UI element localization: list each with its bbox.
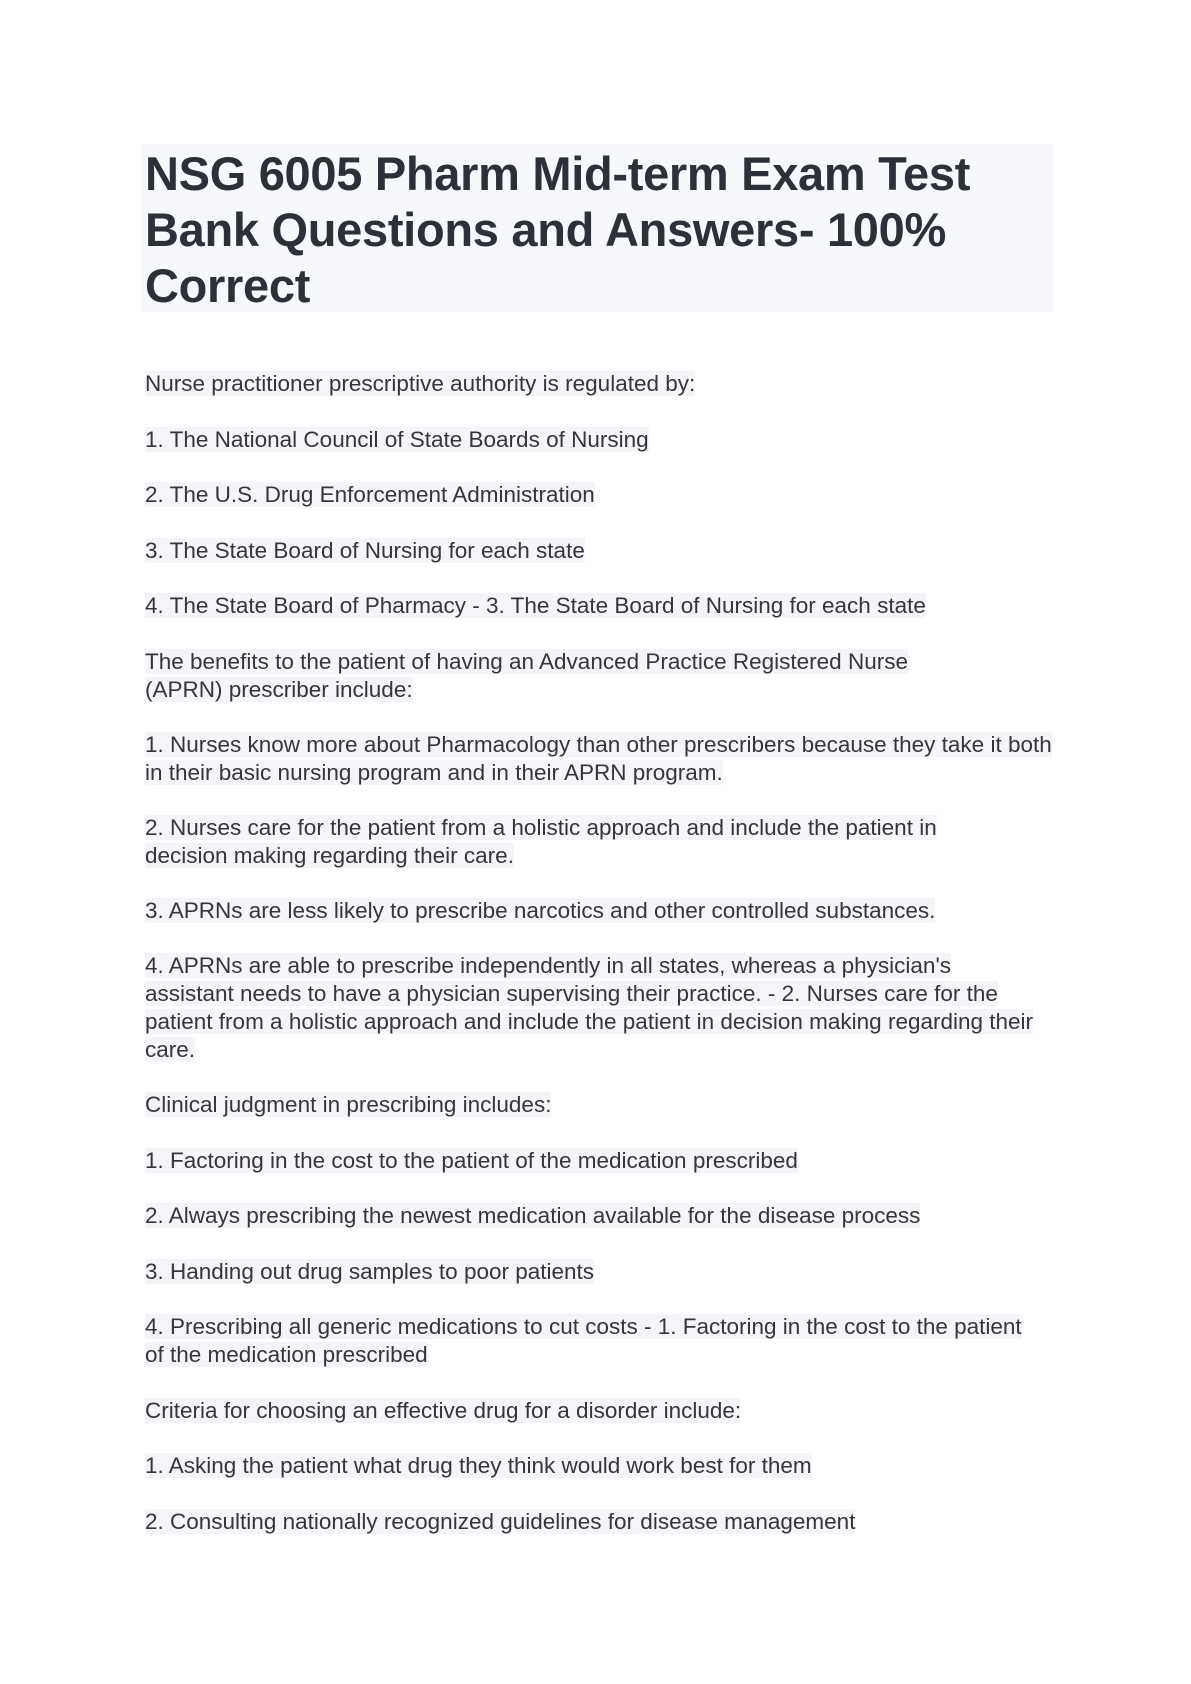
question-4-option-1: 1. Asking the patient what drug they think would work best for them (145, 1453, 812, 1478)
question-2-option-2: 2. Nurses care for the patient from a holistic approach and include the patient in decision making regarding their care. (145, 815, 937, 868)
question-1-option-3: 3. The State Board of Nursing for each state (145, 538, 585, 563)
question-1-option-1: 1. The National Council of State Boards of Nursing (145, 427, 649, 452)
question-2-option-4-answer: 4. APRNs are able to prescribe independently in all states, whereas a physician's assistant needs to have a physician supervising their practice. - 2. Nurses care for the patient from a holistic approach and include the patient in decision making regarding their care. (145, 953, 1034, 1062)
question-3-option-1: 1. Factoring in the cost to the patient of the medication prescribed (145, 1148, 798, 1173)
page-title: NSG 6005 Pharm Mid-term Exam Test Bank Questions and Answers- 100% Correct (145, 147, 971, 312)
question-3-option-2: 2. Always prescribing the newest medication available for the disease process (145, 1203, 921, 1228)
question-2-option-1: 1. Nurses know more about Pharmacology than other prescribers because they take it both in their basic nursing program and in their APRN program. (145, 732, 1052, 785)
question-1-stem: Nurse practitioner prescriptive authority is regulated by: (145, 371, 696, 396)
question-1-option-4-answer: 4. The State Board of Pharmacy - 3. The State Board of Nursing for each state (145, 593, 926, 618)
question-3-option-4-answer: 4. Prescribing all generic medications to cut costs - 1. Factoring in the cost to the patient of the medication prescribed (145, 1314, 1022, 1367)
question-4-option-2: 2. Consulting nationally recognized guidelines for disease management (145, 1509, 856, 1534)
question-2-stem: The benefits to the patient of having an Advanced Practice Registered Nurse (APRN) prescriber include: (145, 649, 908, 702)
question-1-option-2: 2. The U.S. Drug Enforcement Administration (145, 482, 595, 507)
question-2-option-3: 3. APRNs are less likely to prescribe narcotics and other controlled substances. (145, 898, 936, 923)
question-4-stem: Criteria for choosing an effective drug for a disorder include: (145, 1398, 742, 1423)
question-3-option-3: 3. Handing out drug samples to poor patients (145, 1259, 595, 1284)
question-3-stem: Clinical judgment in prescribing includes: (145, 1092, 552, 1117)
